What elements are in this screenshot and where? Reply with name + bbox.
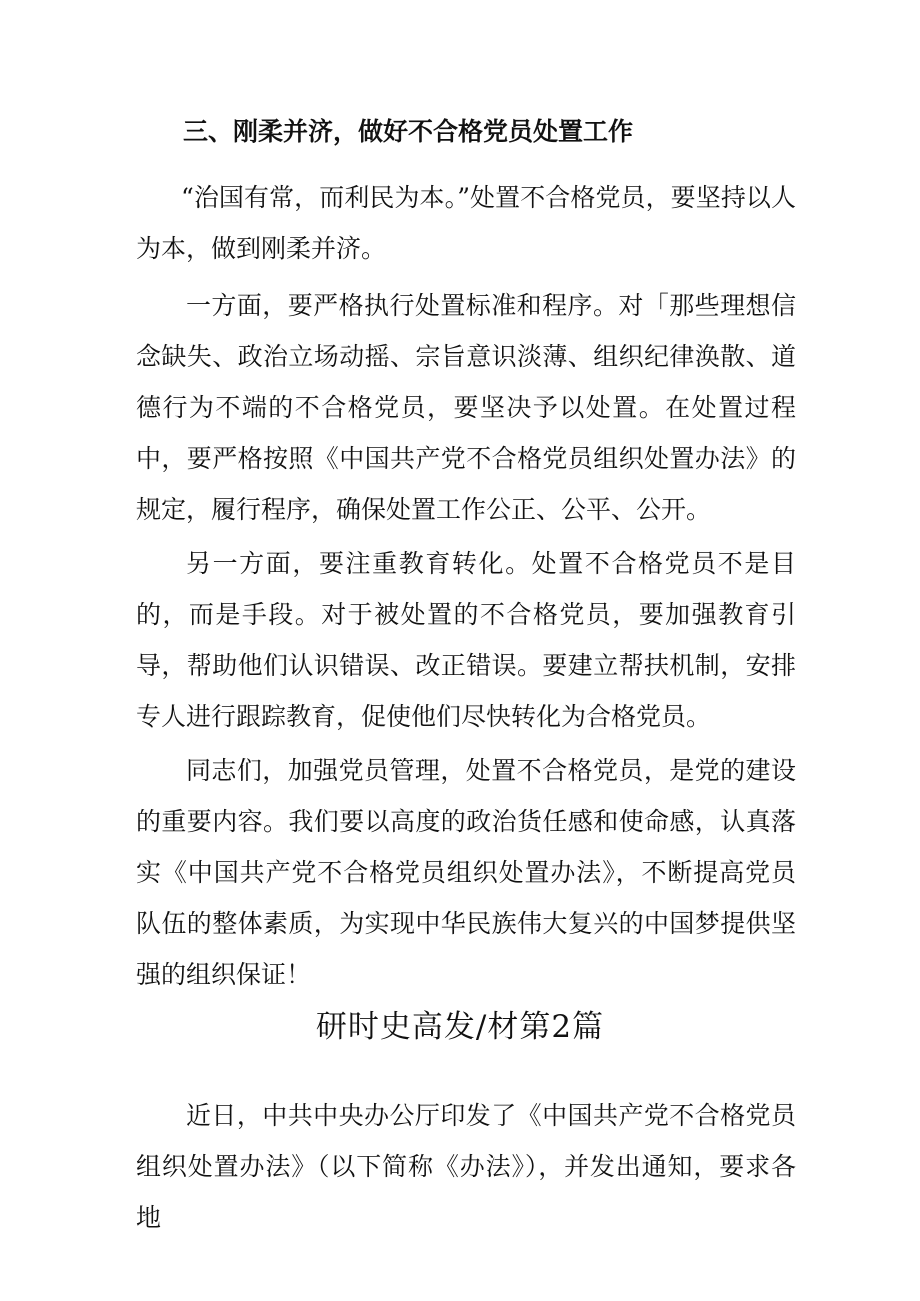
paragraph-education: 另一方面，要注重教育转化。处置不合格党员不是目的，而是手段。对于被处置的不合格党员，要加强教育引导，帮助他们认识错误、改正错误。要建立帮扶机制，安排专人进行跟踪教育，促使他们尽快转化为合格党员。 — [136, 549, 796, 731]
paragraph-article-opening: 近日，中共中央办公厅印发了《中国共产党不合格党员组织处置办法》（以下简称《办法》），并发出通知，要求各地 — [136, 1101, 796, 1232]
section-heading: 三、刚柔并济，做好不合格党员处置工作 — [183, 117, 634, 146]
paragraph-conclusion: 同志们，加强党员管理，处置不合格党员，是党的建设的重要内容。我们要以高度的政治货任感和使命感，认真落实《中国共产党不合格党员组织处置办法》，不断提高党员队伍的整体素质，为实现中华民族伟大复兴的中国梦提供坚强的组织保证！ — [136, 756, 796, 989]
paragraph-strict-procedure: 一方面，要严格执行处置标准和程序。对「那些理想信念缺失、政治立场动摇、宗旨意识淡薄、组织纪律涣散、道德行为不端的不合格党员，要坚决予以处置。在处置过程中，要严格按照《中国共产党不合格党员组织处置办法》的规定，履行程序，确保处置工作公正、公平、公开。 — [136, 291, 796, 524]
article-title: 研时史高发/材第2篇 — [315, 1009, 605, 1045]
paragraph-intro: “治国有常，而利民为本。”处置不合格党员，要坚持以人为本，做到刚柔并济。 — [136, 183, 796, 263]
